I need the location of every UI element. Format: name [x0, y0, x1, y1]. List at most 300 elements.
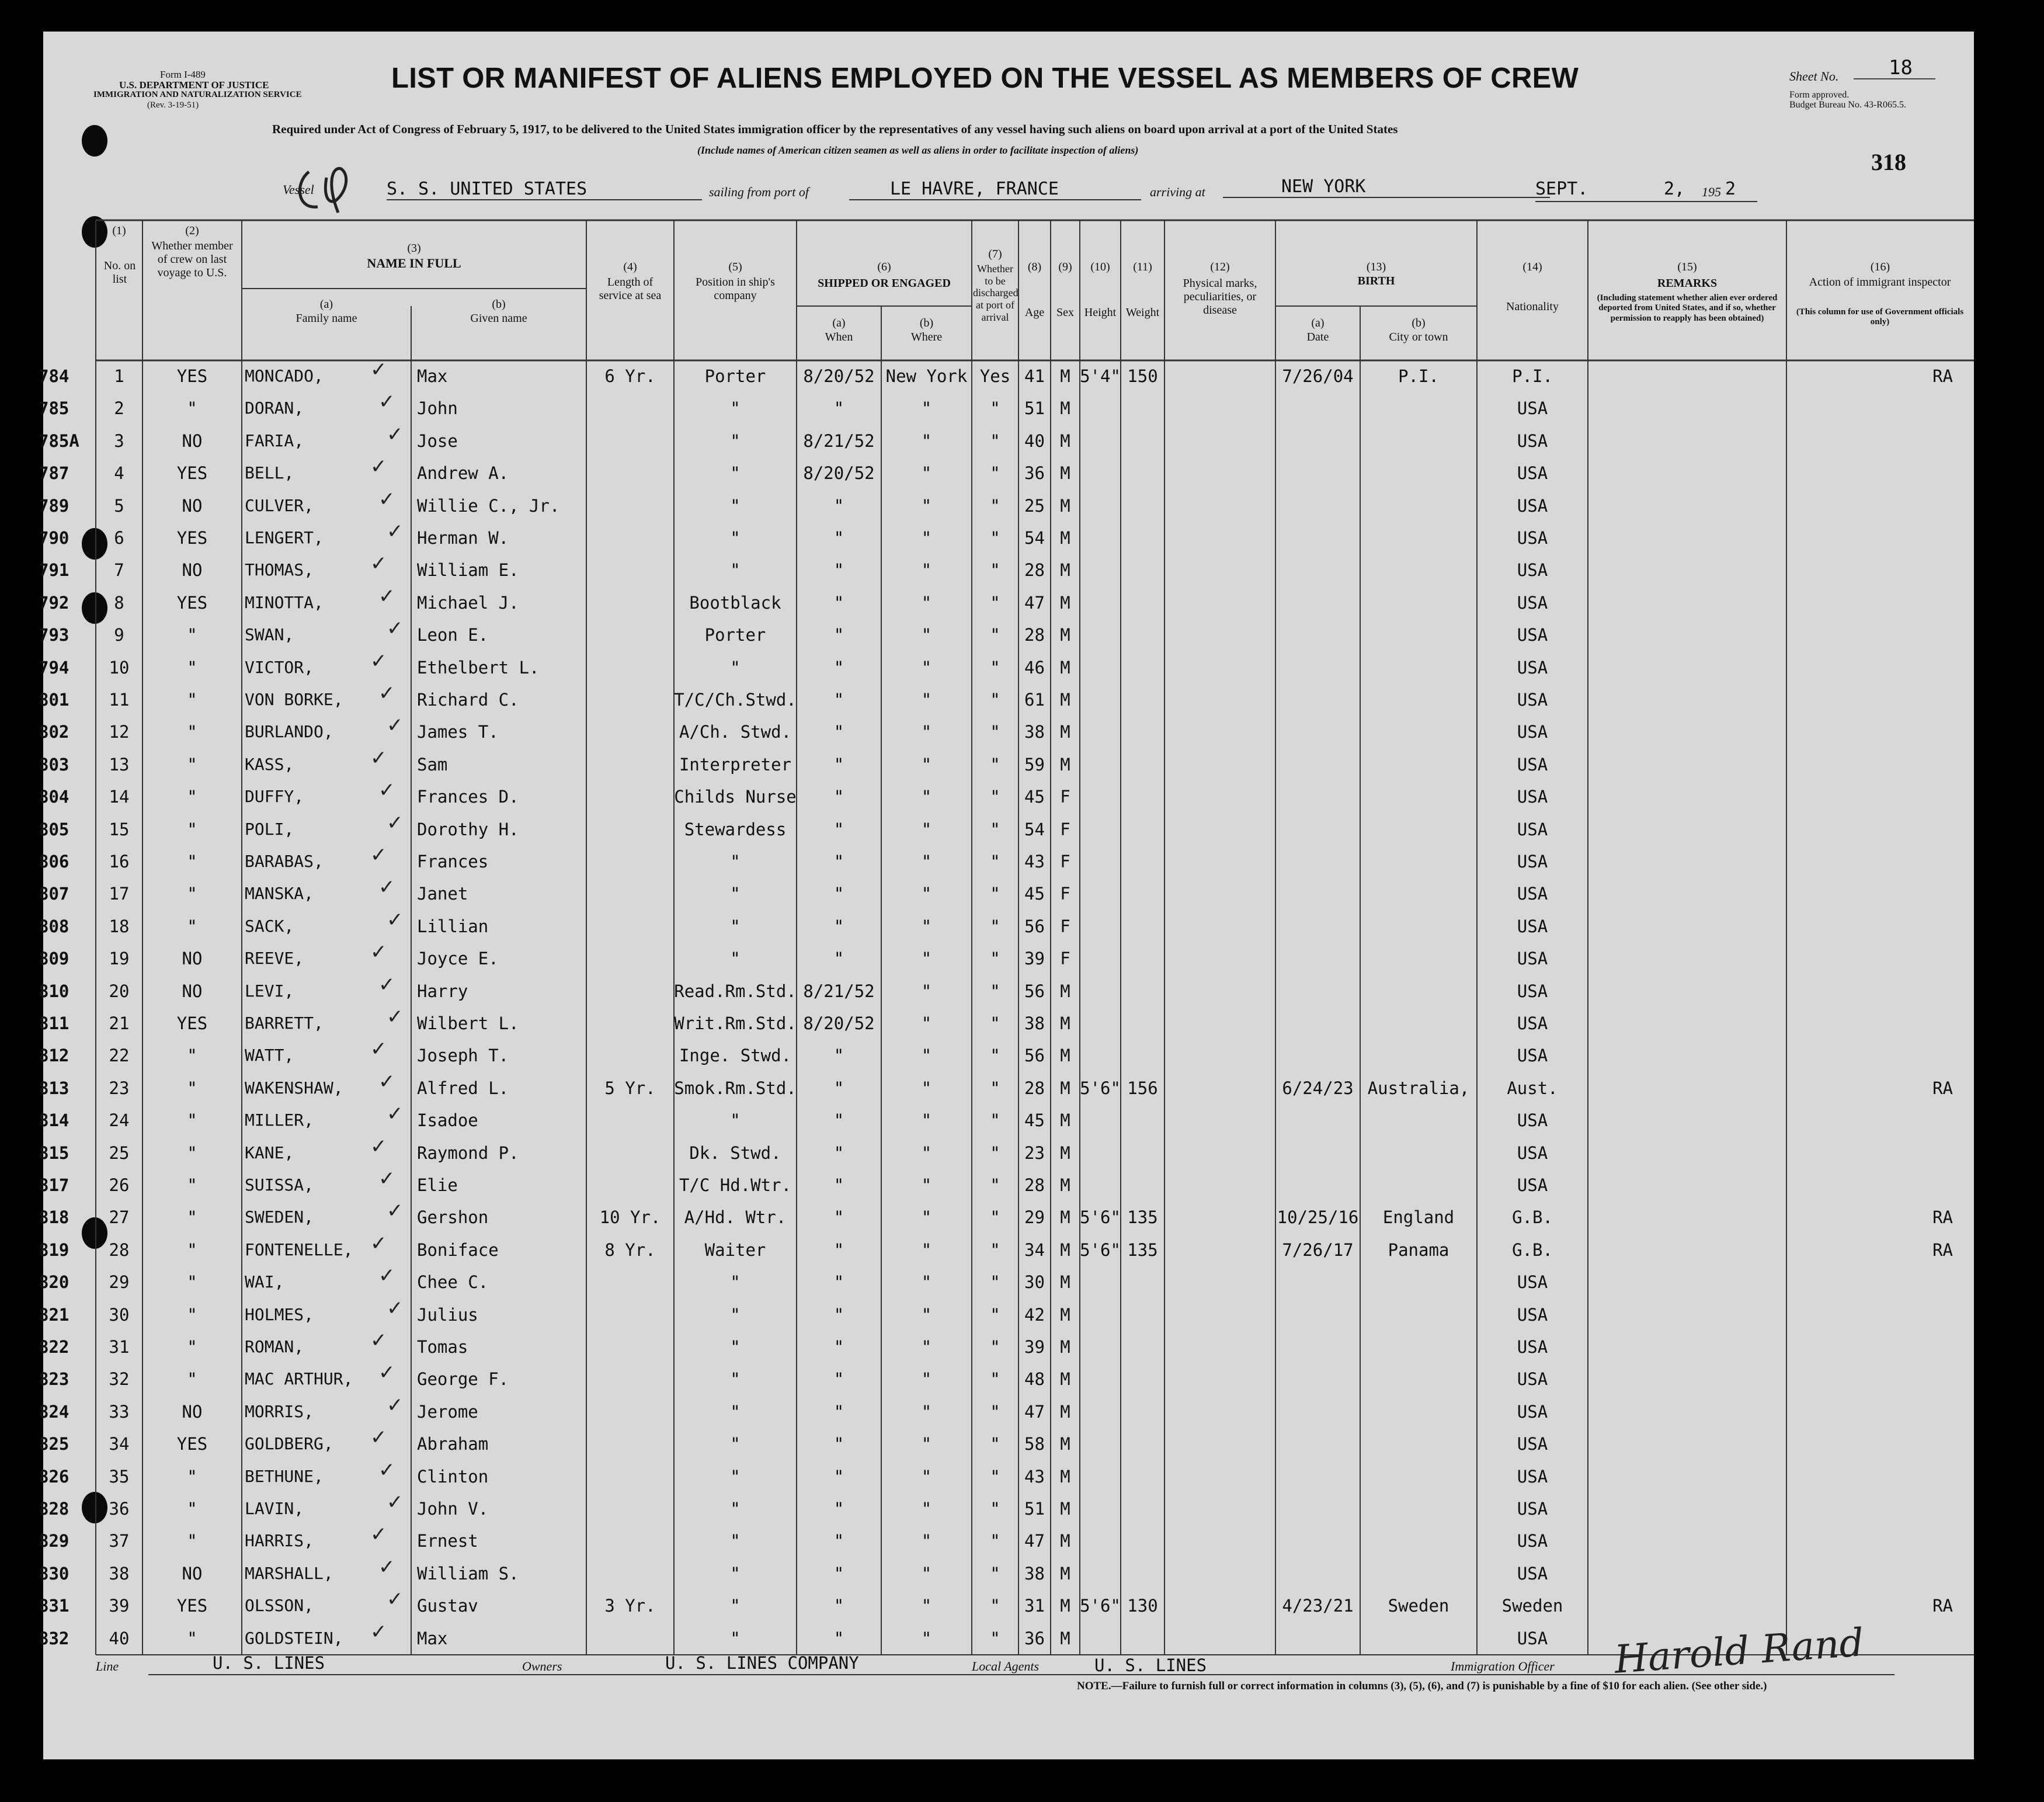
cell-disch: " — [990, 722, 1000, 742]
cell-prev: " — [187, 852, 197, 872]
sheet-label: Sheet No. — [1789, 69, 1839, 84]
ledger-number: 813 — [39, 1078, 69, 1098]
cell-given: Michael J. — [417, 592, 519, 613]
cell-position: Writ.Rm.Std. — [674, 1013, 797, 1033]
cell-sex: M — [1060, 625, 1070, 645]
ledger-number: 809 — [39, 949, 69, 969]
cell-when: " — [833, 1078, 844, 1098]
cell-family: HOLMES, — [245, 1304, 314, 1324]
cell-where: " — [921, 1304, 932, 1325]
cell-family: LEVI, — [245, 981, 294, 1001]
cell-sex: M — [1060, 1628, 1070, 1648]
col3b-label: Given name — [470, 312, 527, 325]
cell-where: " — [921, 1628, 932, 1648]
cell-height: 5'6" — [1080, 1596, 1121, 1616]
cell-sex: M — [1060, 1434, 1070, 1454]
cell-where: " — [921, 1175, 932, 1195]
col3a-label: Family name — [296, 312, 357, 325]
cell-disch: " — [990, 1401, 1000, 1422]
cell-family: FONTENELLE, — [245, 1239, 353, 1259]
form-ref: Form I-489 — [160, 69, 206, 80]
cell-prev: " — [187, 657, 197, 678]
cell-age: 45 — [1024, 884, 1045, 904]
cell-family: KASS, — [245, 754, 294, 774]
ledger-number: 822 — [39, 1337, 69, 1357]
cell-when: 8/21/52 — [803, 981, 875, 1001]
check-mark-icon: ✓ — [387, 811, 404, 835]
cell-disch: " — [990, 560, 1000, 581]
cell-where: " — [921, 1078, 932, 1098]
cell-position: Waiter — [704, 1239, 766, 1260]
ledger-number: 802 — [39, 722, 69, 742]
cell-prev: YES — [176, 1596, 208, 1616]
cell-where: " — [921, 1239, 932, 1260]
cell-nat: USA — [1517, 560, 1548, 581]
cell-no: 1 — [114, 366, 124, 386]
cell-when: " — [833, 1499, 844, 1519]
cell-sex: M — [1060, 1046, 1070, 1066]
cell-family: SUISSA, — [245, 1175, 314, 1195]
cell-disch: " — [990, 981, 1000, 1001]
cell-position: Dk. Stwd. — [689, 1143, 781, 1163]
cell-family: POLI, — [245, 819, 294, 839]
col13a-label: Date — [1306, 331, 1329, 343]
ledger-number: 807 — [39, 884, 69, 904]
cell-family: SWEDEN, — [245, 1207, 314, 1227]
cell-where: " — [921, 1110, 932, 1131]
cell-position: Childs Nurse — [674, 787, 797, 807]
cell-no: 33 — [109, 1401, 130, 1422]
check-mark-icon: ✓ — [378, 390, 395, 414]
cell-prev: " — [187, 1369, 197, 1390]
cell-disch: " — [990, 1239, 1000, 1260]
cell-action: RA — [1932, 1078, 1953, 1098]
col13a-num: (a) — [1311, 317, 1325, 329]
cell-sex: F — [1060, 884, 1070, 904]
cell-given: Max — [417, 1628, 448, 1648]
cell-position: " — [730, 884, 741, 904]
ledger-number: 793 — [39, 625, 69, 645]
cell-age: 28 — [1024, 560, 1045, 581]
cell-bdate: 7/26/04 — [1282, 366, 1354, 386]
cell-prev: NO — [182, 1563, 203, 1584]
cell-sex: M — [1060, 754, 1070, 775]
cell-family: THOMAS, — [245, 560, 314, 580]
cell-action: RA — [1932, 1596, 1953, 1616]
cell-disch: " — [990, 819, 1000, 839]
cell-position: Read.Rm.Std. — [674, 981, 797, 1001]
cell-prev: " — [187, 1466, 197, 1487]
cell-when: " — [833, 1304, 844, 1325]
cell-where: " — [921, 690, 932, 710]
cell-no: 32 — [109, 1369, 130, 1390]
ledger-number: 805 — [39, 819, 69, 839]
cell-family: WAI, — [245, 1272, 284, 1292]
cell-disch: " — [990, 1369, 1000, 1390]
cell-disch: " — [990, 884, 1000, 904]
cell-no: 30 — [109, 1304, 130, 1325]
cell-age: 56 — [1024, 981, 1045, 1001]
arriving-label: arriving at — [1150, 185, 1205, 199]
ledger-number: 790 — [39, 528, 69, 548]
cell-nat: USA — [1517, 1628, 1548, 1648]
cell-weight: 135 — [1127, 1239, 1158, 1260]
cell-family: HARRIS, — [245, 1531, 314, 1551]
cell-bdate: 7/26/17 — [1282, 1239, 1354, 1260]
cell-sex: M — [1060, 1531, 1070, 1551]
cell-position: " — [730, 1531, 741, 1551]
cell-given: George F. — [417, 1369, 509, 1390]
cell-nat: USA — [1517, 819, 1548, 839]
cell-position: Stewardess — [684, 819, 787, 839]
cell-nat: USA — [1517, 657, 1548, 678]
cell-given: Clinton — [417, 1466, 489, 1487]
cell-when: " — [833, 1401, 844, 1422]
cell-where: " — [921, 981, 932, 1001]
cell-position: " — [730, 1369, 741, 1390]
cell-disch: " — [990, 1596, 1000, 1616]
cell-where: " — [921, 1466, 932, 1487]
check-mark-icon: ✓ — [387, 908, 404, 932]
cell-no: 31 — [109, 1337, 130, 1357]
cell-height: 5'4" — [1080, 366, 1121, 386]
cell-given: Dorothy H. — [417, 819, 519, 839]
cell-family: MONCADO, — [245, 366, 324, 386]
cell-prev: YES — [176, 1434, 208, 1454]
cell-no: 36 — [109, 1499, 130, 1519]
cell-sex: M — [1060, 722, 1070, 742]
cell-given: Ernest — [417, 1531, 478, 1551]
col3-label: NAME IN FULL — [367, 256, 461, 270]
cell-age: 42 — [1024, 1304, 1045, 1325]
cell-prev: " — [187, 1143, 197, 1163]
col16-label: Action of immigrant inspector — [1809, 276, 1951, 289]
cell-given: Jose — [417, 430, 458, 451]
cell-family: GOLDSTEIN, — [245, 1628, 343, 1648]
cell-family: FARIA, — [245, 430, 304, 450]
cell-when: " — [833, 1628, 844, 1648]
check-mark-icon: ✓ — [370, 1037, 387, 1061]
cell-prev: " — [187, 916, 197, 936]
cell-action: RA — [1932, 1207, 1953, 1228]
cell-prev: " — [187, 690, 197, 710]
cell-age: 31 — [1024, 1596, 1045, 1616]
cell-no: 27 — [109, 1207, 130, 1228]
date-line — [1535, 201, 1757, 202]
cell-sex: M — [1060, 366, 1070, 386]
cell-family: OLSSON, — [245, 1596, 314, 1616]
cell-disch: " — [990, 1628, 1000, 1648]
col6-label: SHIPPED OR ENGAGED — [818, 277, 951, 290]
col7-label: Whether to be discharged at port of arrival — [973, 263, 1018, 323]
cell-family: MILLER, — [245, 1110, 314, 1130]
cell-where: " — [921, 528, 932, 548]
cell-no: 38 — [109, 1563, 130, 1584]
cell-where: " — [921, 916, 932, 936]
cell-where: " — [921, 1563, 932, 1584]
cell-sex: M — [1060, 1499, 1070, 1519]
cell-action: RA — [1932, 366, 1953, 386]
cell-height: 5'6" — [1080, 1078, 1121, 1098]
col3a-num: (a) — [319, 298, 333, 311]
cell-age: 45 — [1024, 1110, 1045, 1131]
col3b-num: (b) — [492, 298, 506, 311]
owners-label: Owners — [522, 1659, 562, 1673]
cell-position: " — [730, 1272, 741, 1293]
ledger-number: 828 — [39, 1499, 69, 1519]
cell-given: Janet — [417, 884, 468, 904]
cell-where: " — [921, 1596, 932, 1616]
cell-position: " — [730, 1466, 741, 1487]
cell-position: " — [730, 949, 741, 969]
cell-disch: " — [990, 1466, 1000, 1487]
ledger-number: 804 — [39, 787, 69, 807]
cell-height: 5'6" — [1080, 1207, 1121, 1228]
cell-disch: " — [990, 1175, 1000, 1195]
check-mark-icon: ✓ — [378, 487, 395, 511]
cell-disch: " — [990, 1207, 1000, 1228]
col16-num: (16) — [1870, 261, 1890, 273]
check-mark-icon: ✓ — [370, 649, 387, 673]
cell-sex: M — [1060, 1207, 1070, 1228]
cell-bdate: 4/23/21 — [1282, 1596, 1354, 1616]
cell-family: MARSHALL, — [245, 1563, 333, 1583]
cell-prev: YES — [176, 1013, 208, 1033]
cell-weight: 135 — [1127, 1207, 1158, 1228]
ledger-number: 830 — [39, 1563, 69, 1584]
cell-when: " — [833, 754, 844, 775]
cell-age: 47 — [1024, 1401, 1045, 1422]
cell-bplace: Australia, — [1367, 1078, 1470, 1098]
cell-nat: USA — [1517, 1466, 1548, 1487]
cell-family: BURLANDO, — [245, 722, 333, 742]
cell-family: MORRIS, — [245, 1401, 314, 1421]
col13b-label: City or town — [1389, 331, 1448, 343]
cell-nat: Aust. — [1507, 1078, 1558, 1098]
check-mark-icon: ✓ — [387, 1102, 404, 1126]
cell-when: " — [833, 1175, 844, 1195]
cell-sex: M — [1060, 657, 1070, 678]
cell-nat: USA — [1517, 852, 1548, 872]
check-mark-icon: ✓ — [378, 779, 395, 803]
check-mark-icon: ✓ — [370, 455, 387, 479]
check-mark-icon: ✓ — [370, 940, 387, 964]
cell-sex: F — [1060, 916, 1070, 936]
ledger-number: 789 — [39, 495, 69, 516]
cell-age: 43 — [1024, 852, 1045, 872]
cell-position: " — [730, 1563, 741, 1584]
ledger-number: 820 — [39, 1272, 69, 1293]
cell-position: " — [730, 463, 741, 484]
cell-family: BELL, — [245, 463, 294, 483]
ledger-number: 792 — [39, 592, 69, 613]
cell-family: CULVER, — [245, 495, 314, 515]
cell-disch: " — [990, 528, 1000, 548]
col10-label: Height — [1084, 306, 1117, 319]
col2-label: Whether member of crew on last voyage to U.S. — [151, 239, 233, 279]
cell-position: T/C Hd.Wtr. — [679, 1175, 792, 1195]
ledger-number: 803 — [39, 754, 69, 775]
check-mark-icon: ✓ — [378, 876, 395, 900]
col16-note: (This column for use of Government officials only) — [1796, 307, 1964, 327]
cell-when: " — [833, 949, 844, 969]
cell-disch: Yes — [979, 366, 1011, 386]
cell-given: Lillian — [417, 916, 489, 936]
check-mark-icon: ✓ — [387, 1491, 404, 1514]
cell-disch: " — [990, 430, 1000, 451]
col6-num: (6) — [877, 261, 891, 273]
cell-sex: M — [1060, 430, 1070, 451]
cell-nat: USA — [1517, 1046, 1548, 1066]
ledger-number: 821 — [39, 1304, 69, 1325]
cell-prev: YES — [176, 592, 208, 613]
cell-family: LENGERT, — [245, 528, 324, 547]
cell-given: Herman W. — [417, 528, 509, 548]
cell-given: John — [417, 398, 458, 419]
cell-age: 38 — [1024, 1013, 1045, 1033]
cell-nat: USA — [1517, 884, 1548, 904]
cell-position: Porter — [704, 625, 766, 645]
page-subtitle: Required under Act of Congress of February 5, 1917, to be delivered to the United States immigration officer by the representatives of any vessel having such aliens on board upon arrival at a port of the United States — [272, 122, 1398, 136]
ledger-number: 824 — [39, 1401, 69, 1422]
cell-no: 22 — [109, 1046, 130, 1066]
cell-bplace: Sweden — [1388, 1596, 1449, 1616]
ledger-number: 829 — [39, 1531, 69, 1551]
cell-disch: " — [990, 657, 1000, 678]
officer-signature: Harold Rand — [1612, 1620, 1866, 1682]
col6b-label: Where — [910, 331, 943, 343]
ledger-number: 811 — [39, 1013, 69, 1033]
cell-nat: USA — [1517, 463, 1548, 484]
check-mark-icon: ✓ — [378, 1264, 395, 1288]
col9-label: Sex — [1056, 306, 1074, 319]
cell-when: " — [833, 722, 844, 742]
cell-disch: " — [990, 1078, 1000, 1098]
cell-family: VICTOR, — [245, 657, 314, 677]
cell-no: 11 — [109, 690, 130, 710]
cell-position: " — [730, 1499, 741, 1519]
cell-no: 25 — [109, 1143, 130, 1163]
cell-no: 20 — [109, 981, 130, 1001]
ledger-number: 832 — [39, 1628, 69, 1648]
cell-nat: USA — [1517, 1531, 1548, 1551]
cell-family: MAC ARTHUR, — [245, 1369, 353, 1389]
cell-where: " — [921, 819, 932, 839]
cell-position: " — [730, 495, 741, 516]
cell-when: 8/21/52 — [803, 430, 875, 451]
page-subnote: (Include names of American citizen seamen as well as aliens in order to facilitate inspection of aliens) — [697, 144, 1139, 156]
cell-no: 26 — [109, 1175, 130, 1195]
cell-no: 6 — [114, 528, 124, 548]
cell-position: Inge. Stwd. — [679, 1046, 792, 1066]
check-mark-icon: ✓ — [387, 1296, 404, 1320]
ledger-number: 812 — [39, 1046, 69, 1066]
cell-prev: " — [187, 1272, 197, 1293]
sheet-no-line — [1854, 78, 1935, 79]
vessel-handwriting — [291, 160, 361, 218]
arrival-year-prefix: 195 — [1702, 185, 1721, 199]
cell-when: " — [833, 1563, 844, 1584]
cell-when: 8/20/52 — [803, 463, 875, 484]
cell-family: BETHUNE, — [245, 1466, 324, 1486]
page-title: LIST OR MANIFEST OF ALIENS EMPLOYED ON THE VESSEL AS MEMBERS OF CREW — [391, 63, 1579, 94]
cell-disch: " — [990, 1531, 1000, 1551]
col9-num: (9) — [1058, 261, 1072, 273]
cell-bdate: 10/25/16 — [1277, 1207, 1359, 1228]
cell-disch: " — [990, 916, 1000, 936]
cell-given: Chee C. — [417, 1272, 489, 1293]
cell-disch: " — [990, 949, 1000, 969]
cell-where: " — [921, 1272, 932, 1293]
cell-age: 38 — [1024, 722, 1045, 742]
cell-prev: " — [187, 819, 197, 839]
check-mark-icon: ✓ — [378, 1070, 395, 1093]
dept-name: U.S. DEPARTMENT OF JUSTICE — [119, 79, 269, 91]
cell-when: " — [833, 916, 844, 936]
cell-where: " — [921, 884, 932, 904]
col14-num: (14) — [1522, 261, 1542, 273]
col6a-label: When — [825, 331, 853, 343]
ledger-number: 806 — [39, 852, 69, 872]
cell-given: Boniface — [417, 1239, 499, 1260]
cell-prev: NO — [182, 1401, 203, 1422]
cell-position: " — [730, 1304, 741, 1325]
cell-prev: " — [187, 754, 197, 775]
cell-family: SWAN, — [245, 625, 294, 645]
cell-no: 24 — [109, 1110, 130, 1131]
cell-where: " — [921, 560, 932, 581]
cell-disch: " — [990, 398, 1000, 419]
cell-nat: P.I. — [1512, 366, 1553, 386]
check-mark-icon: ✓ — [370, 1134, 387, 1158]
cell-age: 28 — [1024, 1175, 1045, 1195]
cell-when: " — [833, 1272, 844, 1293]
check-mark-icon: ✓ — [370, 1426, 387, 1450]
cell-no: 16 — [109, 852, 130, 872]
cell-nat: USA — [1517, 981, 1548, 1001]
cell-when: " — [833, 1337, 844, 1357]
cell-no: 13 — [109, 754, 130, 775]
col1-label: No. on list — [103, 259, 136, 286]
cell-sex: M — [1060, 1175, 1070, 1195]
cell-given: Sam — [417, 754, 448, 775]
cell-age: 38 — [1024, 1563, 1045, 1584]
stamp-number: 318 — [1871, 149, 1906, 175]
cell-nat: USA — [1517, 1304, 1548, 1325]
cell-no: 23 — [109, 1078, 130, 1098]
cell-position: A/Ch. Stwd. — [679, 722, 792, 742]
cell-disch: " — [990, 787, 1000, 807]
cell-where: " — [921, 1143, 932, 1163]
cell-sex: M — [1060, 1239, 1070, 1260]
cell-nat: USA — [1517, 1337, 1548, 1357]
cell-sex: M — [1060, 528, 1070, 548]
col15-label: REMARKS — [1657, 277, 1718, 290]
cell-where: " — [921, 1207, 932, 1228]
cell-no: 4 — [114, 463, 124, 484]
cell-age: 39 — [1024, 1337, 1045, 1357]
cell-prev: " — [187, 1239, 197, 1260]
line-name: U. S. LINES — [213, 1653, 325, 1673]
check-mark-icon: ✓ — [370, 843, 387, 867]
cell-prev: NO — [182, 495, 203, 516]
service-name: IMMIGRATION AND NATURALIZATION SERVICE — [93, 90, 302, 99]
cell-no: 29 — [109, 1272, 130, 1293]
cell-nat: USA — [1517, 430, 1548, 451]
cell-given: Joyce E. — [417, 949, 499, 969]
cell-family: KANE, — [245, 1143, 294, 1162]
cell-given: Jerome — [417, 1401, 478, 1422]
